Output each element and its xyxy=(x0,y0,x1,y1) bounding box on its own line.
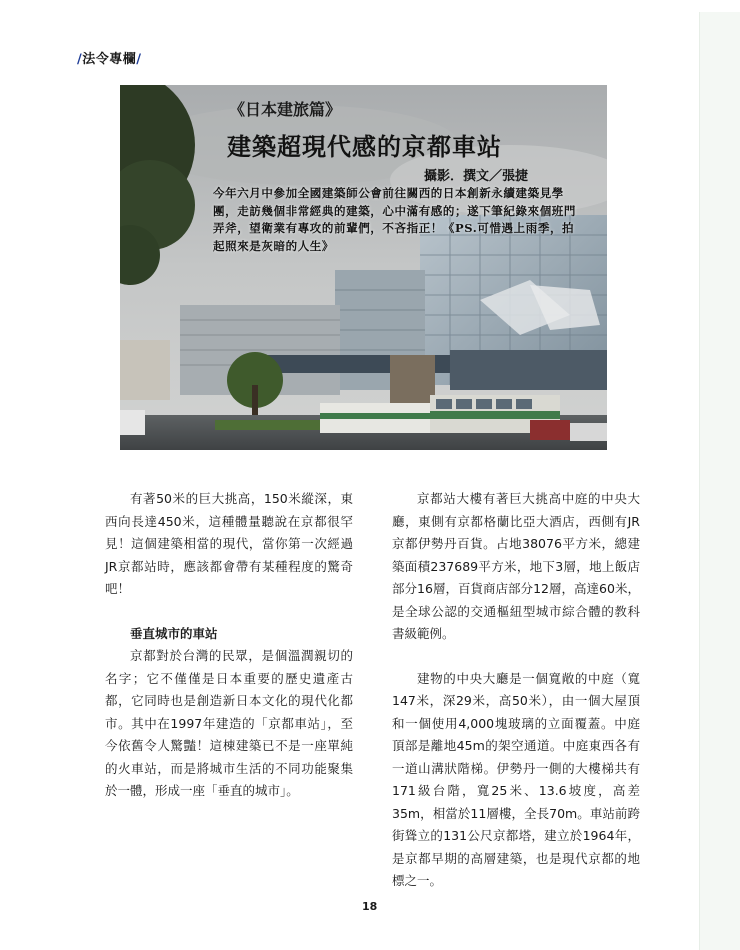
article-title: 建築超現代感的京都車站 xyxy=(227,133,502,161)
left-column xyxy=(105,488,353,825)
article-series-label: 《日本建旅篇》 xyxy=(229,100,342,119)
header-label: 法令專欄 xyxy=(82,52,137,67)
left-paragraph-1: 有著50米的巨大挑高，150米縱深，東西向長達450米，這種體量聽說在京都很罕見！這個建築相當的現代，當你第一次經過JR京都站時，應該都會帶有某種程度的驚奇吧！ xyxy=(105,491,353,596)
right-paragraph-1: 京都站大樓有著巨大挑高中庭的中央大廳，東側有京都格蘭比亞大酒店，西側有JR京都伊勢丹百貨。占地38076平方米，總建築面積237689平方米，地下3層，地上飯店部分16層，百貨商店部分12層，高達60米，是全球公認的交通樞紐型城市綜合體的教科書級範例。 xyxy=(392,491,640,641)
page-number: 18 xyxy=(362,900,378,913)
right-column xyxy=(392,488,640,915)
page-edge-strip xyxy=(699,12,740,950)
article-byline: 攝影．撰文／張捷 xyxy=(424,169,529,184)
header-slash-left: / xyxy=(77,52,83,67)
column-header-tag xyxy=(77,48,142,67)
right-paragraph-2: 建物的中央大廳是一個寬敞的中庭（寬147米，深29米，高50米），由一個大屋頂和一個使用4,000塊玻璃的立面覆蓋。中庭頂部是離地45m的架空通道。中庭東西各有一道山溝狀階梯。伊勢丹一側的大樓梯共有171級台階，寬25米、13.6坡度，高差35m，相當於11層樓，全長70m。車站前跨街聳立的131公尺京都塔，建立於1964年，是京都早期的高層建築，也是現代京都的地標之一。 xyxy=(392,670,640,888)
header-slash-right: / xyxy=(136,52,142,67)
left-paragraph-2: 京都對於台灣的民眾，是個溫潤親切的名字；它不僅僅是日本重要的歷史遺產古都，它同時也是創造新日本文化的現代化都市。其中在1997年建造的「京都車站」，至今依舊令人驚豔！這棟建築已不是一座單純的火車站，而是將城市生活的不同功能聚集於一體，形成一座「垂直的城市」。 xyxy=(105,648,353,798)
article-intro: 今年六月中參加全國建築師公會前往關西的日本創新永續建築見學團，走訪幾個非常經典的建築，心中滿有感的；遂下筆紀錄來個班門弄斧，望衛業有專攻的前輩們，不吝指正！《PS.可惜遇上雨季，拍起照來是灰暗的人生》 xyxy=(213,186,576,253)
section-heading: 垂直城市的車站 xyxy=(130,625,218,641)
